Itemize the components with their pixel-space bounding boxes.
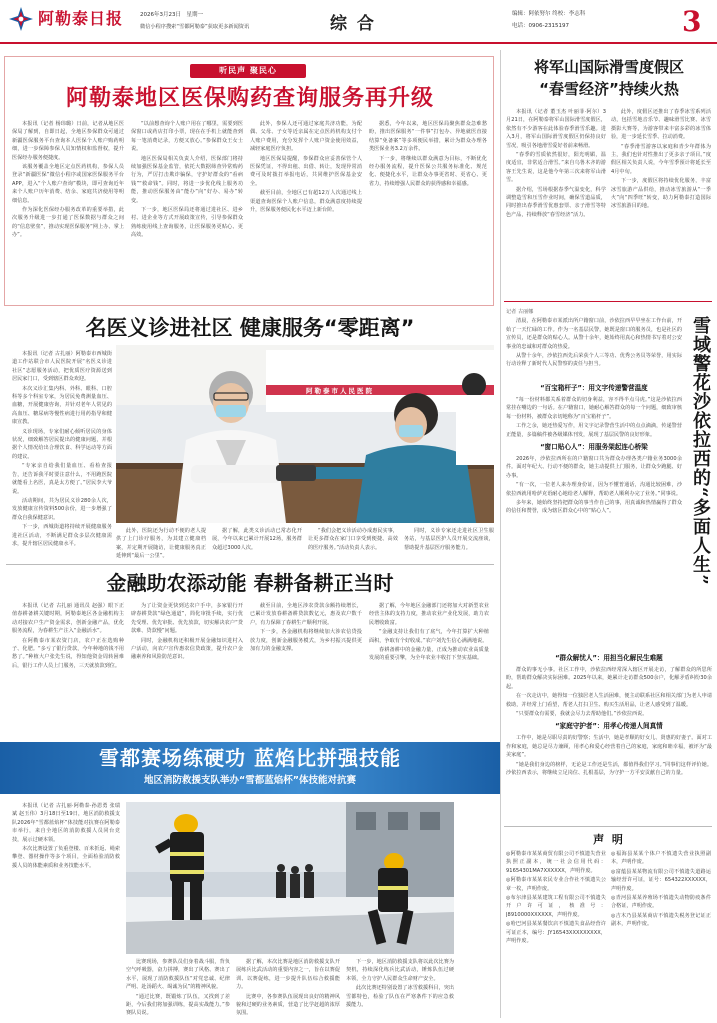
article2-col-left [12,350,112,558]
article6-para: 比赛中，各参赛队伍展现出良好的精神风貌和过硬的业务素质，营造了比学赶超的浓厚氛围。 [236,993,340,1017]
article2-col-a [116,527,206,561]
article6-subtitle: 地区消防救援支队举办“雪都蓝焰杯”体技能对抗赛 [144,775,356,786]
article1-para: 本报讯（记者 杨玮璐）日前，记者从地区医保局了解到，自即日起，全地区参保群众可通过新疆医保服务平台查询本人医保个人账户购药明细，进一步保障参保人员知情权和监督权，提升医保经办服务便捷度。 [12,121,124,161]
article5-vertical-title [687,316,713,646]
article5-title-text: 雪域警花沙依拉西的“多面人生” [690,316,711,586]
notice-col2 [611,850,711,1016]
article6-title: 雪都赛场练硬功 蓝焰比拼强技能 [99,746,401,770]
doctor-banner-text: 阿勒泰市人民医院 [306,387,374,395]
article2-para: 本报讯（记者 古扎丽）阿勒泰市西城街道工作站联合市人民医院开展“名医义诊进社区”志愿服务活动，把优质医疗资源送到居民家门口，受到辖区群众欢迎。 [12,351,112,383]
article5-subhead: “家庭守护者”：用孝心传递人间真情 [555,722,663,731]
article2-para: 义诊现场，专家们耐心倾听居民的身体状况，细致解答居民提出的健康问题，并根据个人情况给出合理饮食、科学运动等方面的建议。 [12,428,112,460]
article5-para: 从警十余年，沙依拉西先后荣获个人三等功、优秀公务员等荣誉，用实际行动诠释了新时代人民警察的责任与担当。 [506,353,682,368]
article5-para: 清晨，在阿勒泰市某派出所户籍窗口前，沙依拉西早早坐在工作台前，开始了一天忙碌的工作。作为一名基层民警，她既是窗口的服务员，也是社区的宣传员，还是群众的贴心人。从警十余年，她始终用真心和热情书写着对公安事业的忠诚和对群众的热爱。 [506,318,682,350]
article1-col3 [250,120,362,302]
article1-para: 作为深化医保经办服务改革的重要举措，此次服务升级进一步打通了医保数据与群众之间的“信息壁垒”，推动实现医保服务“网上办、掌上办”。 [12,207,124,239]
article1-para: 此外，参保人还可通过家庭共济功能，为配偶、父母、子女等近亲属在定点医药机构支付个人账户费用，充分发挥个人账户资金使用效益，减轻家庭医疗负担。 [250,121,362,153]
article6-para: 此次比赛还特别设置了冰雪救援科目，突出雪都特色，检验了队伍在严寒条件下的应急救援能力。 [346,985,454,1009]
article3-para: “金融支持让我们有了底气，今年打算扩大种植面积，争取有个好收成。”农户刘先生信心满满地说。 [369,629,489,644]
article5-para: “有一次，一位老人来办理身份证，因为不懂普通话，沟通比较困难，沙依拉西就用哈萨克语耐心地给老人解释，帮助老人顺利办完了业务。”同事说。 [506,482,682,497]
article1-col4 [369,120,487,302]
article5-para: 2026年，沙依拉西所在的户籍窗口共为群众办理各类户籍业务3000余件。面对年纪大、行动不便的群众，她主动提供上门服务，让群众少跑腿、好办事。 [506,456,682,479]
article2-para: “我们会把义诊活动办成惠民实事，让更多群众在家门口享受到便捷、高效的医疗服务。”活动负责人表示。 [308,528,398,551]
notice-item: ◎阿勒泰市某某农民专业合作社不慎遗失公章一枚，声明作废。 [506,877,606,892]
article2-para: 下一步，西城街道将持续开展健康服务进社区活动，不断满足群众多层次健康需求，提升辖区居民健康水平。 [12,524,112,547]
masthead-logo-text: 阿勒泰日报 [38,9,124,28]
article3-para: 同时，金融机构还积极开展金融知识进村入户活动，向农户宣传惠农信贷政策，提升农户金融素养和风险防范意识。 [131,637,243,661]
article1-col2 [131,120,243,302]
article6-para: 本次比赛设置了负重登楼、百米折返、绳索攀登、器材操作等多个项目，全面检验消防救援人员的体能素质和业务技能水平。 [12,846,120,869]
article2-para: 同时，义诊专家还走进社区卫生服务站，与基层医护人员开展交流座谈，帮助提升基层医疗服务能力。 [404,528,494,551]
column-divider [500,50,501,1018]
article4-para: “春季的雪质依然很好，阳光明媚，温度适宜，非常适合滑雪。”来自乌鲁木齐的游客王先生说，这是他今年第三次来将军山滑雪。 [506,152,606,184]
article6-col1 [12,802,120,1016]
article3-col1 [12,602,124,732]
article2-para: 本次义诊汇集内科、外科、眼科、口腔科等多个科室专家，为居民免费测量血压、血糖，开展健康咨询，并针对老年人常见的高血压、糖尿病等慢性病进行用药指导和健康宣教。 [12,385,112,426]
article5-intro [506,308,682,378]
article5-para: 工作之余，她还热爱写作，用文字记录警营生活中的点点滴滴，传递警营正能量，多篇稿件被各级媒体刊发，展现了基层民警的良好形象。 [506,423,682,438]
article1-banner [190,64,306,78]
article3-col2 [131,602,243,732]
article3-para: 下一步，各金融机构将继续加大涉农信贷投放力度，创新金融服务模式，为乡村振兴提供更加有力的金融支撑。 [250,629,362,653]
article6-para: 比赛现场，参赛队员们身着战斗服，背负空气呼吸器，奋力拼搏，赛出了风格、赛出了水平，展现了消防救援队伍“对党忠诚、纪律严明、赴汤蹈火、竭诚为民”的精神风貌。 [126,959,230,991]
article6-col2 [126,958,230,1018]
article4-para: 此外，度假区还推出了春季冰雪系列活动，包括雪地音乐节、趣味滑雪比赛、冰雪摄影大赛等，为游客带来丰富多彩的冰雪体验，进一步延长雪季、拉动消费。 [611,109,711,141]
article4-title: 将军山国际滑雪度假区 [533,58,684,76]
article5-para: 多年来，她始终坚持把群众的事当作自己的事，用真诚和热情赢得了群众的信任和赞誉，成为辖区群众心中的“贴心人”。 [506,500,682,515]
firefighter-photo [126,802,454,954]
article2-para: 活动期间，共为居民义诊280余人次，发放健康宣传资料500余份，进一步增强了群众自我保健意识。 [12,497,112,521]
article1-para: 截至目前，全地区已有超12万人次通过线上渠道查询医保个人账户信息，群众满意度持续提升，医保服务便民化水平迈上新台阶。 [250,190,362,214]
article5-subhead: “窗口贴心人”：用服务架起连心桥梁 [540,443,648,452]
doctor-photo [116,345,494,523]
article4-col2 [611,108,711,298]
article5-byline: 记者 古丽娜 [506,309,534,315]
notice-item: ◎福海县某某个体户不慎遗失营业执照副本，声明作废。 [611,851,711,866]
divider [6,564,494,565]
article3-col4 [369,602,489,732]
article2-para: “专家亲自给我们量血压、看检查报告，还告诉我平时要注意什么，不用跑医院就能看上名医，真是太方便了。”居民李大爷说。 [12,463,112,495]
article5-para: 工作中，她是尽职尽责的好警察；生活中，她是孝顺的好女儿、贤惠的好妻子。面对工作和家庭，她总是尽力兼顾，用孝心和爱心经营着自己的家庭，家庭和睦幸福，被评为“最美家庭”。 [506,735,712,759]
article5-para: 群众的事无小事。社区工作中，沙依拉西经常深入辖区开展走访，了解群众的所思所盼，帮助群众解决实际困难。2025年以来，她累计走访群众500余户，化解矛盾纠纷30余起。 [506,667,712,690]
notice-title: 声 明 [593,833,625,846]
logo-icon [8,6,34,32]
article2-para: 据了解，此类义诊活动已常态化开展，今年以来已累计开展12场，服务群众超过3000人次。 [212,528,302,551]
article6-col3 [236,958,340,1018]
article3-para: 本报讯（记者 古扎丽 通讯员 赵强）眼下正值春耕备耕关键时期，阿勒泰地区各金融机构主动对接农户生产资金需求，创新金融产品，优化服务流程，为春耕生产注入“金融活水”。 [12,603,124,635]
article2-title: 名医义诊进社区 健康服务“零距离” [85,316,415,340]
article3-para: 为了让资金更快到达农户手中，多家银行开辟春耕贷款“绿色通道”，简化审批手续，实行优先受理、优先审批、优先放款，切实解决农户“贷款难、贷款慢”问题。 [131,603,243,635]
article1-para: 下一步，地区医保局还将通过进社区、进乡村、进企业等方式开展政策宣传，引导参保群众熟练使用线上查询服务，让医保服务更贴心、更高效。 [131,207,243,239]
notice-item: ◎阿勒泰市某某商贸有限公司不慎遗失营业执照正副本，统一社会信用代码：91654301MA7XXXXXX，声明作废。 [506,851,606,874]
notice-col1 [506,850,606,1016]
article4-para: 下一步，度假区将持续优化服务，丰富冰雪旅游产品供给，推动冰雪旅游从“一季火”向“四季旺”转变，助力阿勒泰打造国际冰雪旅游目的地。 [611,178,711,210]
masthead-phone: 电话：0906-2315197 [512,23,569,29]
article5-body [506,380,682,648]
article3-para: 据了解，今年地区金融部门还将加大对新型农业经营主体的支持力度，推动农业产业化发展，助力农民增收致富。 [369,603,489,626]
article5-para: “只要群众有需要，我就会尽力去帮助他们。”沙依拉西说。 [516,711,648,718]
article5-subhead: “百宝箱杆子”：用文字传递警营温度 [540,384,648,392]
article4-para: 据介绍，雪场根据春季气温变化，科学调整造雪和压雪作业时间，确保雪道品质，同时推出春季滑雪优惠套票、亲子滑雪等特色产品，持续释放“春雪经济”活力。 [506,186,606,218]
article6-para: 下一步，地区消防救援支队将以此次比赛为契机，持续深化练兵比武活动，锤炼队伍过硬本领，全力守护人民群众生命财产安全。 [346,959,454,982]
article1-para: 地区医保局提醒，参保群众应妥善保管个人医保凭证，不得出租、出借、转让，发现异常消费可及时拨打举报电话，共同维护医保基金安全。 [250,155,362,187]
masthead-editor: 编辑：阿依努尔 终校：李志科 [512,11,586,17]
article3-title: 金融助农添动能 春耕备耕正当时 [106,571,394,595]
notice-item: ◎青河县某某养殖场不慎遗失动物防疫条件合格证，声明作废。 [611,895,711,910]
article2-para: 此外，医院还为行动不便的老人提供了上门诊疗服务，为其建立健康档案，并定期开展随访，让健康服务真正延伸到“最后一公里”。 [116,528,206,560]
article6-para: 本报讯（记者 古扎丽·阿勒泰·孙恩勇 张瑞斌 赵玉伟）3月18日至19日，地区消防救援支队2026年“雪都蓝焰杯”体技能对抗赛在阿勒泰市举行，来自全地区的消防救援人员同台竞技，展示过硬本领。 [12,803,120,843]
section-title: 综 合 [330,14,376,34]
article6-para: “通过比赛，既锻炼了队伍，又找到了差距，今后我们将加强训练，提高实战能力。”参赛队员说。 [126,993,230,1017]
article1-para: 地区医保局相关负责人介绍，医保部门将持续加强医保基金监管，依托大数据筛查异常购药行为，严厉打击欺诈骗保，守护好群众的“看病钱”“救命钱”。同时，将进一步优化线上服务功能，推动医保服务由“能办”向“好办、易办”转变。 [131,155,243,204]
article6-para: 据了解，本次比赛是地区消防救援支队开展练兵比武活动的重要内容之一，旨在以赛促训、以赛促练，进一步提升队伍综合救援能力。 [236,959,340,991]
notice-item: ◎吉木乃县某某商店不慎遗失税务登记证正副本，声明作废。 [611,912,711,928]
page-number: 3 [682,5,702,38]
article1-title: 阿勒泰地区医保购药查询服务再升级 [65,86,434,111]
article4-title2: “春雪经济”持续火热 [539,80,679,98]
masthead-rule [0,42,717,44]
article5-para: “每一份材料都关系着群众的切身利益，容不得半点马虎。”这是沙依拉西常挂在嘴边的一句话。在户籍窗口，她耐心解答群众的每一个问题，细致审核每一份材料，被群众亲切地称为“百宝箱杆子”。 [506,397,682,420]
article2-col-c [308,527,398,561]
article1-banner-label: 听民声 聚民心 [219,66,277,75]
notice-item: ◎富蕴县某某物流有限公司不慎遗失道路运输经营许可证，证号：654322XXXXXX，声明作废。 [611,868,711,892]
article5-para: 在一次走访中，她得知一位独居老人生活困难，便主动联系社区和相关部门为老人申请救助，并经常上门看望，帮老人打扫卫生、购买生活用品，让老人感受到了温暖。 [506,693,712,708]
article1-para: 下一步，将继续以群众满意为目标，不断优化经办服务流程，提升医保公共服务标准化、规范化、便捷化水平，让群众办事更省时、更省心、更省力，持续增强人民群众的获得感和幸福感。 [369,155,487,187]
article2-col-d [404,527,494,561]
article2-col-b [212,527,302,561]
article1-para: 该服务覆盖全地区定点医药机构，参保人员登录“新疆医保”微信小程序或国家医保服务平台APP，进入“个人账户查询”模块，即可查询近年来个人账户历年消费、结余、家庭共济使用等明细信息。 [12,164,124,204]
article5-body-lower [506,650,712,822]
divider [504,826,712,827]
masthead [0,0,717,42]
article3-para: 在阿勒泰市某农资门店，农户正在选购种子、化肥。“多亏了银行贷款，今年种地的钱不用愁了。”种植大户张先生说，得知他资金周转困难后，银行工作人员上门服务，三天就放款到位。 [12,637,124,669]
article1-para: 据悉，今年以来，地区医保局聚焦群众急难愁盼，推出医保服务“一件事”打包办、异地就医直接结算“免备案”等多项便民举措，累计为群众办理各类医保业务3.2万余件。 [369,121,487,153]
article3-col3 [250,602,362,732]
article4-col1 [506,108,606,298]
masthead-date: 2026年3月23日 星期一 [140,12,203,18]
article3-para: 截至目前，全地区涉农贷款余额持续增长，已累计发放春耕备耕贷款数亿元，惠及农户数千户，有力保障了春耕生产顺利开展。 [250,603,362,626]
notice-item: ◎哈巴河县某某餐饮店不慎遗失食品经营许可证正本，编号：JY16543XXXXXXXXX，声明作废。 [506,921,606,945]
notice-item: ◎布尔津县某某建筑工程有限公司不慎遗失开户许可证，核准号：J8910000XXXXXX，声明作废。 [506,895,606,918]
divider [504,301,712,302]
masthead-wechat: 微信小程序搜索“雪都阿勒泰”获取更多新闻资讯 [140,24,250,30]
article4-para: 本报讯（记者 董玉杰 叶丽菲·阿尔）3月21日，在阿勒泰将军山国际滑雪度假区，依然有不少游客在此体验春季滑雪乐趣。进入3月，将军山国际滑雪度假区仍保持良好雪况，吸引各地滑雪爱好者前来畅滑。 [506,109,606,149]
article3-para: 春耕备耕中的金融力量，正成为推动农业高质量发展的重要引擎，为全年农业丰收打下坚实基础。 [369,647,489,662]
article1-para: “以前想查询个人账户用在了哪里，需要到医保窗口或药店打印小票，现在在手机上就能查到每一笔消费记录，方便又放心。”参保群众王女士说。 [131,121,243,153]
article6-col4 [346,958,454,1018]
article4-para: “春季滑雪游客以家庭和青少年群体为主，我们也针对性推出了更多亲子项目。”度假区相关负责人说，今年雪季预计将延长至4月中旬。 [611,143,711,175]
article5-para: “她是我们身边的榜样，无论是工作还是生活，都值得我们学习。”同事们这样评价她。沙依拉西表示，将继续立足岗位、扎根基层，为守护一方平安贡献自己的力量。 [506,761,712,777]
article5-subhead: “群众解忧人”：用担当化解民生难题 [555,654,663,662]
article1-col1 [12,120,124,302]
